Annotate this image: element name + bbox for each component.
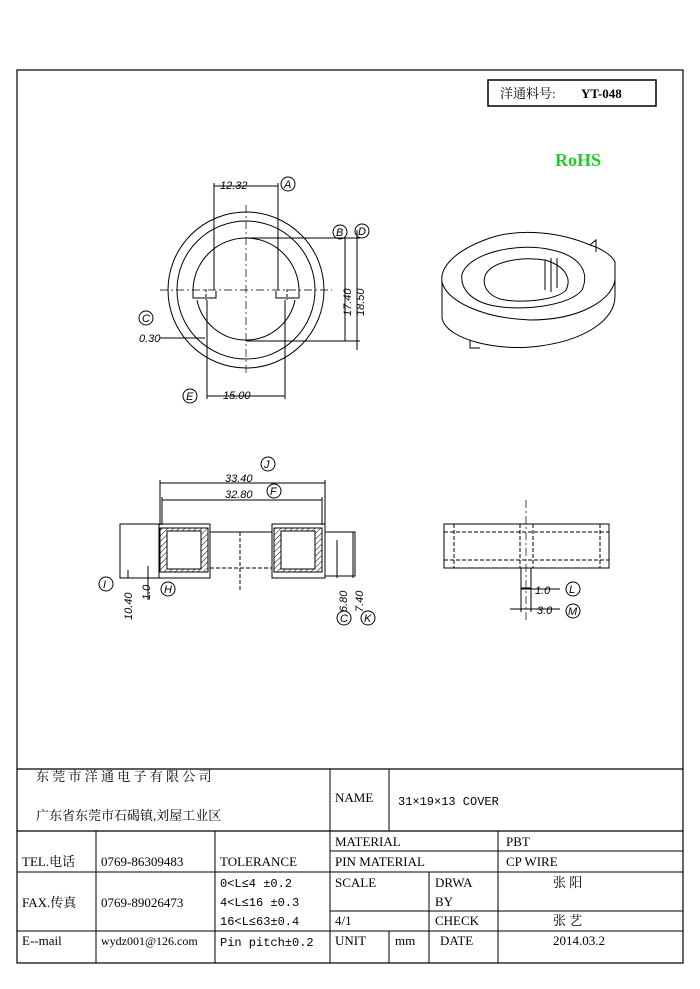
- side-view: [444, 500, 609, 620]
- check-value: 张 艺: [553, 913, 583, 928]
- scale-value: 4/1: [335, 913, 352, 928]
- marker-f: F: [270, 486, 277, 498]
- drawn-by-value: 张 阳: [553, 875, 583, 890]
- check-label: CHECK: [435, 913, 480, 928]
- dim-3-0: 3.0: [537, 605, 553, 617]
- marker-h: H: [164, 584, 172, 596]
- pin-material-value: CP WIRE: [506, 854, 558, 869]
- dim-17-40: 17.40: [342, 288, 354, 316]
- marker-k: K: [364, 613, 372, 625]
- marker-j: J: [264, 459, 270, 471]
- dim-1-0-l: 1.0: [535, 585, 551, 597]
- marker-c-top: C: [142, 313, 150, 325]
- dim-7-40: 7.40: [354, 590, 366, 612]
- unit-label: UNIT: [335, 933, 367, 948]
- part-number-value: YT-048: [581, 86, 622, 101]
- top-view: [160, 183, 360, 399]
- top-view-markers: [139, 177, 369, 403]
- company-address: 广东省东莞市石碣镇,刘屋工业区: [36, 808, 222, 823]
- dim-10-40: 10.40: [123, 592, 135, 620]
- marker-m: M: [568, 606, 578, 618]
- unit-value: mm: [395, 933, 416, 948]
- dim-32-80: 32.80: [225, 489, 253, 501]
- email-value: wydz001@126.com: [101, 934, 198, 948]
- marker-l: L: [569, 584, 576, 596]
- tel-value: 0769-86309483: [101, 854, 184, 869]
- marker-b: B: [336, 227, 344, 239]
- name-label: NAME: [335, 790, 374, 805]
- marker-e: E: [186, 391, 194, 403]
- material-value: PBT: [506, 834, 530, 849]
- fax-value: 0769-89026473: [101, 895, 184, 910]
- part-number-label: 洋通料号:: [500, 86, 556, 101]
- drawn-by-label-1: DRWA: [435, 875, 473, 890]
- scale-label: SCALE: [335, 875, 377, 890]
- dim-0-30: 0.30: [139, 333, 161, 345]
- rohs-mark: RoHS: [555, 150, 602, 170]
- tolerance-row-2: 4<L≤16 ±0.3: [220, 896, 300, 910]
- company-name: 东 莞 市 洋 通 电 子 有 限 公 司: [36, 769, 212, 784]
- marker-i: I: [103, 579, 107, 591]
- date-value: 2014.03.2: [553, 933, 605, 948]
- dim-6-80: 6.80: [338, 590, 350, 612]
- material-label: MATERIAL: [335, 834, 401, 849]
- tolerance-row-4: Pin pitch±0.2: [220, 936, 314, 950]
- pin-material-label: PIN MATERIAL: [335, 854, 425, 869]
- isometric-view: [442, 232, 615, 348]
- fax-label: FAX.传真: [22, 895, 77, 910]
- tolerance-row-1: 0<L≤4 ±0.2: [220, 877, 293, 891]
- marker-d: D: [358, 226, 366, 238]
- email-label: E--mail: [22, 933, 62, 948]
- date-label: DATE: [440, 933, 474, 948]
- tolerance-row-3: 16<L≤63±0.4: [220, 915, 300, 929]
- drawn-by-label-2: BY: [435, 894, 454, 909]
- dim-12-32: 12.32: [220, 180, 248, 192]
- dim-1-0-h: 1.0: [141, 584, 153, 600]
- marker-a: A: [284, 179, 292, 191]
- dim-33-40: 33.40: [225, 473, 253, 485]
- name-value: 31×19×13 COVER: [398, 795, 499, 809]
- tel-label: TEL.电话: [22, 854, 76, 869]
- dim-18-50: 18.50: [355, 288, 367, 316]
- sheet-border: [17, 70, 683, 963]
- part-number-box: [488, 80, 656, 106]
- tolerance-label: TOLERANCE: [220, 854, 298, 869]
- dim-15-00: 15.00: [223, 390, 251, 402]
- marker-c-side: C: [340, 613, 348, 625]
